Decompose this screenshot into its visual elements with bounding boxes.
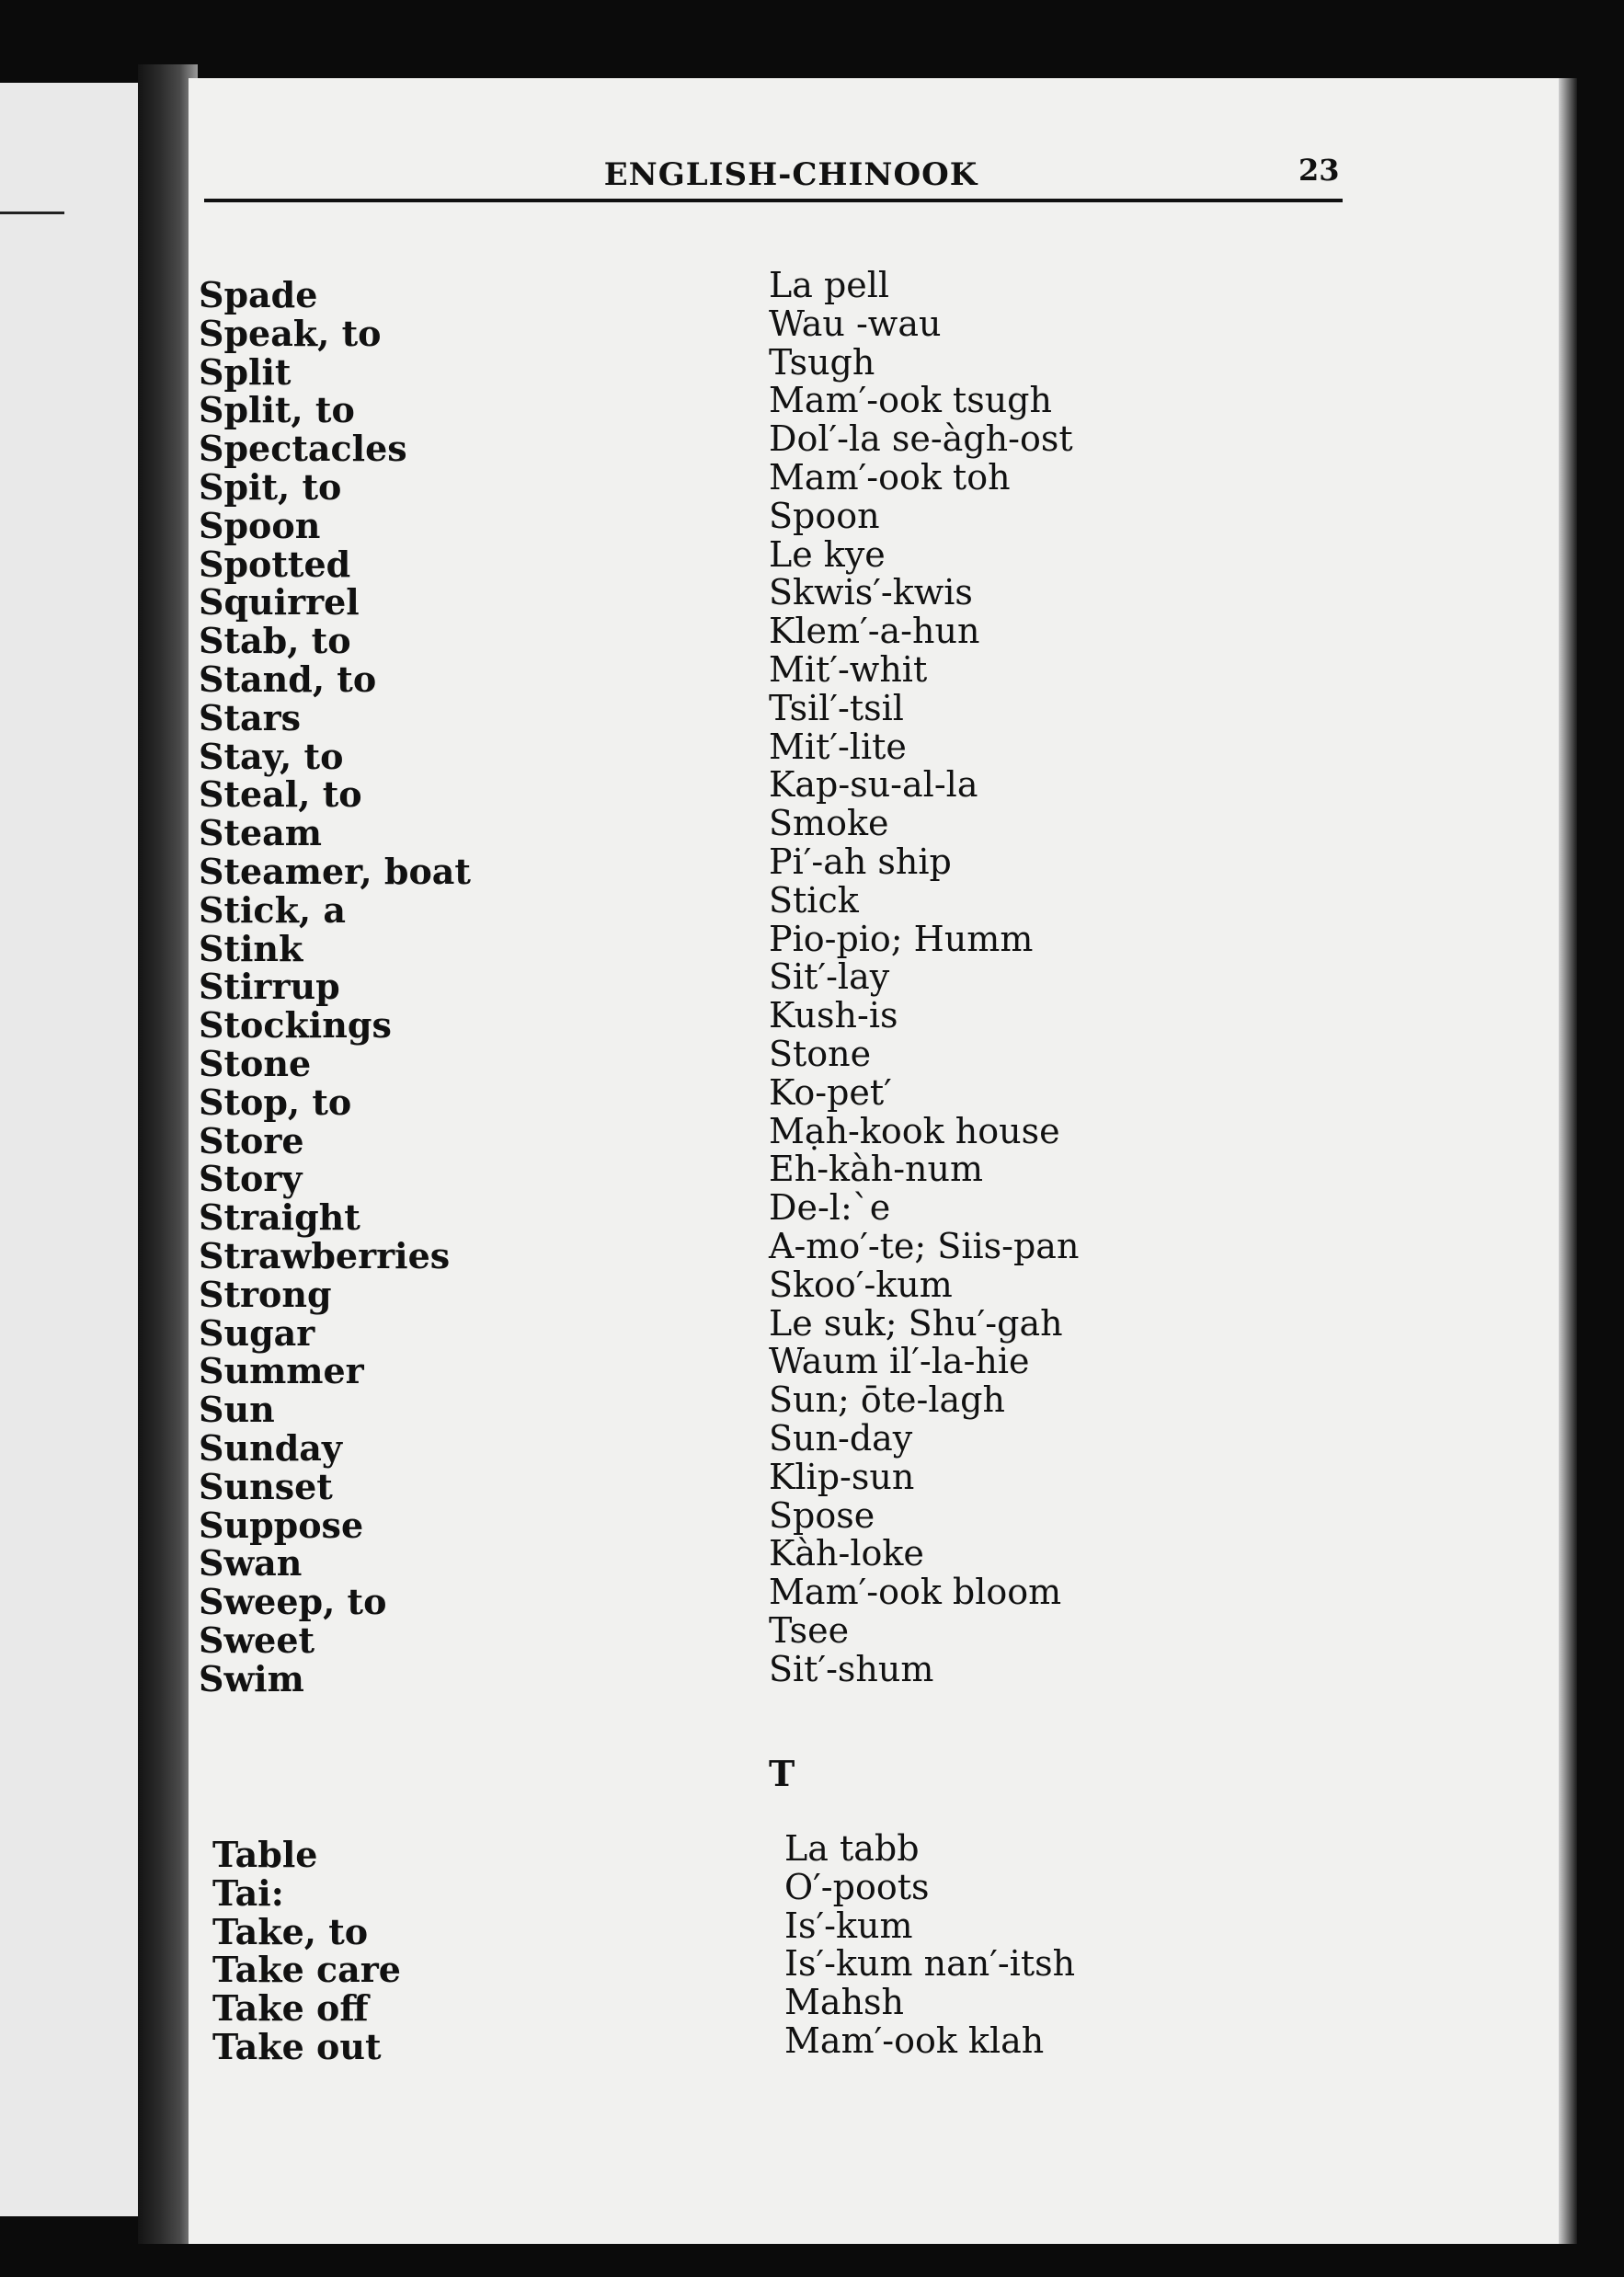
english-term: Strawberries — [199, 1234, 451, 1276]
english-term: Steal, to — [199, 773, 362, 816]
english-term: Split — [199, 350, 292, 393]
chinook-term: Stick — [769, 879, 859, 921]
chinook-term: Smoke — [769, 803, 889, 844]
chinook-term: Dol′-la se-àgh-ost — [769, 418, 1073, 460]
english-term: Stockings — [199, 1004, 392, 1047]
chinook-term: O′-poots — [784, 1866, 930, 1907]
chinook-term: Wau -wau — [769, 303, 942, 344]
english-term: Tai: — [212, 1871, 284, 1914]
chinook-term: Mahsh — [784, 1982, 905, 2023]
english-term: Story — [199, 1158, 303, 1200]
english-term: Take out — [212, 2025, 382, 2067]
chinook-term: Mit′-whit — [769, 648, 928, 690]
english-term: Stay, to — [199, 735, 344, 777]
english-term: Sunday — [199, 1426, 342, 1469]
english-term: Spotted — [199, 543, 351, 585]
english-term: Stink — [199, 927, 303, 969]
english-term: Split, to — [199, 389, 355, 431]
english-term: Spade — [199, 274, 318, 315]
english-term: Store — [199, 1119, 304, 1161]
chinook-term: Is′-kum nan′-itsh — [784, 1943, 1076, 1985]
chinook-term: Is′-kum — [784, 1905, 913, 1946]
english-term: Straight — [199, 1196, 360, 1239]
english-term: Take off — [212, 1987, 369, 2030]
english-term: Summer — [199, 1350, 364, 1392]
page-number: 23 — [1298, 153, 1340, 188]
page-right-edge — [1559, 78, 1577, 2248]
chinook-term: Sit′-shum — [769, 1648, 934, 1689]
facing-page-edge — [0, 83, 138, 2216]
english-term: Sweep, to — [199, 1581, 387, 1623]
chinook-term: Kush-is — [769, 995, 898, 1036]
chinook-term: Tsugh — [769, 341, 875, 383]
chinook-term: Mam′-ook bloom — [769, 1572, 1062, 1613]
english-term: Take, to — [212, 1910, 369, 1952]
chinook-term: A-mo′-te; Siis-pan — [769, 1225, 1080, 1266]
english-term: Speak, to — [199, 312, 382, 354]
chinook-term: Pi′-ah ship — [769, 841, 952, 882]
header-rule — [204, 199, 1343, 202]
chinook-term: Sun-day — [769, 1417, 913, 1459]
running-header-title: ENGLISH-CHINOOK — [603, 156, 978, 193]
chinook-term: Eh-kàh-num — [769, 1149, 984, 1190]
english-term: Spoon — [199, 504, 321, 546]
english-term: Swim — [199, 1657, 304, 1699]
english-term: Stirrup — [199, 966, 340, 1008]
chinook-term: Sit′-lay — [769, 956, 890, 998]
chinook-column-t — [784, 1830, 1075, 2061]
english-term: Stick, a — [199, 888, 346, 931]
chinook-term: Kap-su-al-la — [769, 764, 978, 806]
chinook-term: Spoon — [769, 495, 880, 536]
english-term: Steam — [199, 812, 323, 854]
chinook-term: Le kye — [769, 533, 886, 575]
english-term: Stars — [199, 696, 302, 738]
chinook-term: Klip-sun — [769, 1456, 915, 1497]
english-term: Table — [212, 1834, 318, 1875]
chinook-term: De-l:`e — [769, 1187, 891, 1229]
section-letter-t: T — [769, 1753, 795, 1794]
scan-bottom-border — [0, 2244, 1624, 2277]
chinook-term: Skoo′-kum — [769, 1264, 953, 1305]
chinook-term: Skwis′-kwis — [769, 572, 973, 613]
english-term: Sweet — [199, 1619, 315, 1661]
english-term: Stand, to — [199, 658, 377, 700]
english-term: Spectacles — [199, 428, 407, 470]
chinook-term: Pio-pio; Humm — [769, 918, 1034, 959]
facing-page-rule — [0, 212, 64, 214]
english-term: Stop, to — [199, 1081, 352, 1123]
english-term: Take care — [212, 1949, 401, 1991]
chinook-term: La pell — [769, 265, 890, 305]
english-term: Strong — [199, 1273, 332, 1315]
chinook-term: La tabb — [784, 1828, 920, 1869]
english-term: Squirrel — [199, 581, 360, 624]
english-term: Sugar — [199, 1311, 315, 1354]
chinook-term: Mit′-lite — [769, 726, 907, 767]
chinook-term: Waum il′-la-hie — [769, 1341, 1030, 1382]
chinook-term: Spose — [769, 1494, 875, 1536]
english-column-t — [212, 1836, 401, 2066]
english-term: Swan — [199, 1542, 303, 1585]
english-term: Stone — [199, 1042, 312, 1084]
english-term: Sun — [199, 1389, 275, 1431]
chinook-term: Kàh-loke — [769, 1533, 924, 1574]
chinook-term: Mam′-ook klah — [784, 2020, 1045, 2061]
english-term: Suppose — [199, 1504, 364, 1546]
chinook-term: Tsil′-tsil — [769, 687, 904, 728]
english-term: Spit, to — [199, 465, 342, 508]
english-column-s — [199, 276, 471, 1698]
english-term: Steamer, boat — [199, 850, 471, 892]
english-term: Stab, to — [199, 620, 351, 662]
chinook-column-s — [769, 267, 1079, 1688]
chinook-term: Stone — [769, 1033, 872, 1074]
chinook-term: Tsee — [769, 1609, 850, 1651]
chinook-term: Mam′-ook toh — [769, 456, 1011, 498]
chinook-term: Le suk; Shu′-gah — [769, 1302, 1063, 1344]
chinook-term: Ko-pet′ — [769, 1071, 892, 1113]
english-term: Sunset — [199, 1465, 333, 1507]
chinook-term: Klem′-a-hun — [769, 611, 980, 652]
chinook-term: Mạh-kook house — [769, 1110, 1060, 1151]
chinook-term: Mam′-ook tsugh — [769, 380, 1052, 421]
chinook-term: Sun; ōte-lagh — [769, 1379, 1005, 1421]
